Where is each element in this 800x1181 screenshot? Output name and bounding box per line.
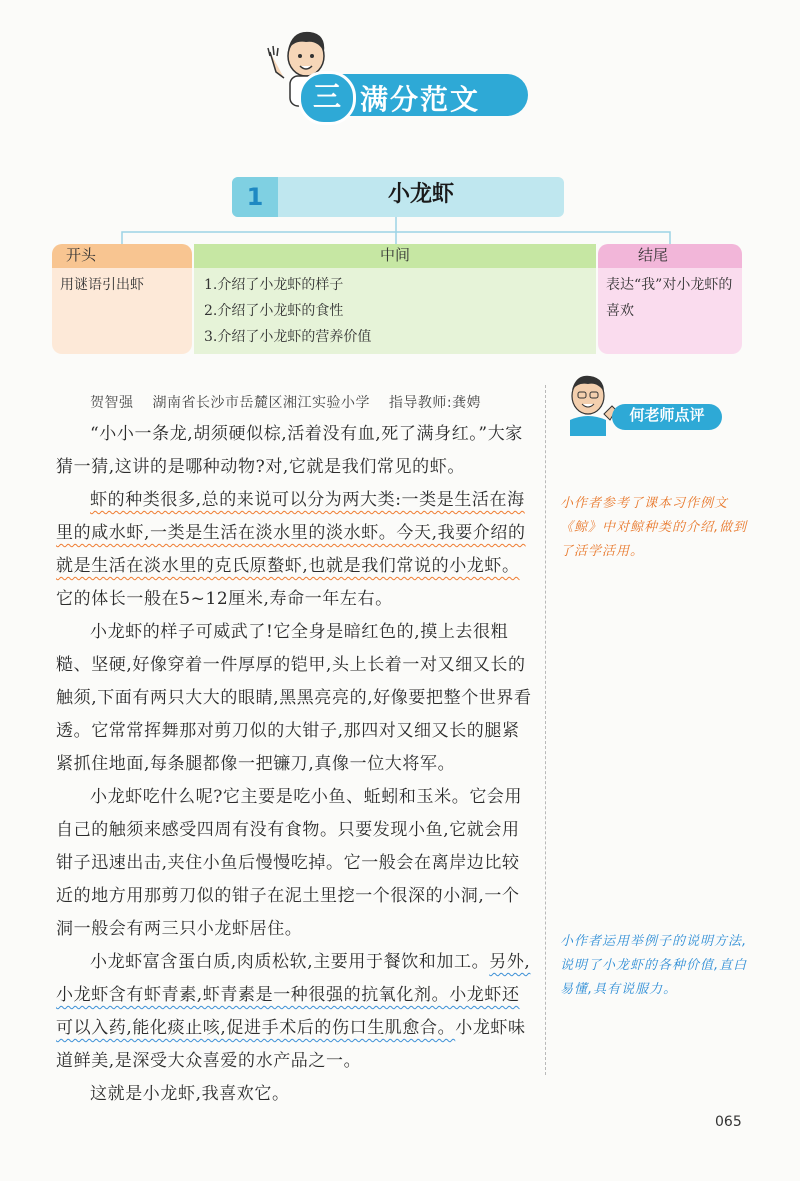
structure-connector [0, 0, 800, 260]
essay-body [56, 418, 532, 1111]
structure-middle-item: 3.介绍了小龙虾的营养价值 [204, 329, 372, 345]
section-title: 满分范文 [360, 83, 481, 116]
essay-text: 小龙虾富含蛋白质,肉质松软,主要用于餐饮和加工。 [90, 952, 490, 972]
section-number: 三 [298, 71, 356, 125]
essay-paragraph [56, 946, 532, 1078]
highlighted-text: 另外,小龙虾含有虾青素,虾青素是一种很强的抗氧化剂。小龙虾还可以入药,能化痰止咳,促进手术后的伤口生肌愈合。 [56, 952, 531, 1038]
essay-paragraph [56, 484, 532, 616]
author-teacher: 指导教师:龚娉 [388, 395, 482, 411]
column-divider [545, 385, 546, 1075]
teacher-note-blue: 小作者运用举例子的说明方法,说明了小龙虾的各种价值,直白易懂,具有说服力。 [560, 934, 748, 997]
teacher-note-red: 小作者参考了课本习作例文《鲸》中对鲸种类的介绍,做到了活学活用。 [560, 496, 748, 559]
essay-text: 小龙虾味道鲜美,是深受大众喜爱的水产品之一。 [56, 1018, 526, 1071]
article-title: 小龙虾 [387, 182, 454, 207]
structure-middle-label: 中间 [194, 244, 596, 268]
structure-middle-list [194, 268, 596, 354]
essay-paragraph: 小龙虾吃什么呢?它主要是吃小鱼、蚯蚓和玉米。它会用自己的触须来感受四周有没有食物。只要发现小鱼,它就会用钳子迅速出击,夹住小鱼后慢慢吃掉。它一般会在离岸边比较近的地方用那剪刀似的钳子在泥土里挖一个很深的小洞,一个洞一般会有两三只小龙虾居住。 [56, 787, 523, 939]
highlighted-text: 虾的种类很多,总的来说可以分为两大类:一类是生活在海里的咸水虾,一类是生活在淡水里的淡水虾。今天,我要介绍的就是生活在淡水里的克氏原螯虾,也就是我们常说的小龙虾。 [56, 490, 526, 576]
structure-start-label: 开头 [52, 244, 192, 268]
teacher-comment-label: 何老师点评 [612, 404, 722, 430]
author-school: 湖南省长沙市岳麓区湘江实验小学 [152, 395, 370, 411]
structure-end-label: 结尾 [598, 244, 742, 268]
structure-middle-item: 1.介绍了小龙虾的样子 [204, 277, 344, 293]
article-number: 1 [232, 177, 278, 217]
author-name: 贺智强 [90, 395, 134, 411]
teacher-avatar-icon [560, 370, 620, 436]
structure-start-text: 用谜语引出虾 [52, 268, 192, 354]
essay-text: 它的体长一般在5~12厘米,寿命一年左右。 [56, 589, 393, 609]
essay-paragraph: 小龙虾的样子可威武了!它全身是暗红色的,摸上去很粗糙、坚硬,好像穿着一件厚厚的铠甲,头上长着一对又细又长的触须,下面有两只大大的眼睛,黑黑亮亮的,好像要把整个世界看透。它常常挥舞那对剪刀似的大钳子,那四对又细又长的腿紧紧抓住地面,每条腿都像一把镰刀,真像一位大将军。 [56, 622, 532, 774]
structure-middle-item: 2.介绍了小龙虾的食性 [204, 303, 344, 319]
structure-end-text: 表达“我”对小龙虾的喜欢 [598, 268, 742, 354]
author-line [90, 392, 495, 412]
essay-paragraph: 这就是小龙虾,我喜欢它。 [90, 1084, 290, 1104]
page-number: 065 [715, 1114, 742, 1130]
essay-paragraph: “小小一条龙,胡须硬似棕,活着没有血,死了满身红。”大家猜一猜,这讲的是哪种动物?对,它就是我们常见的虾。 [56, 424, 523, 477]
